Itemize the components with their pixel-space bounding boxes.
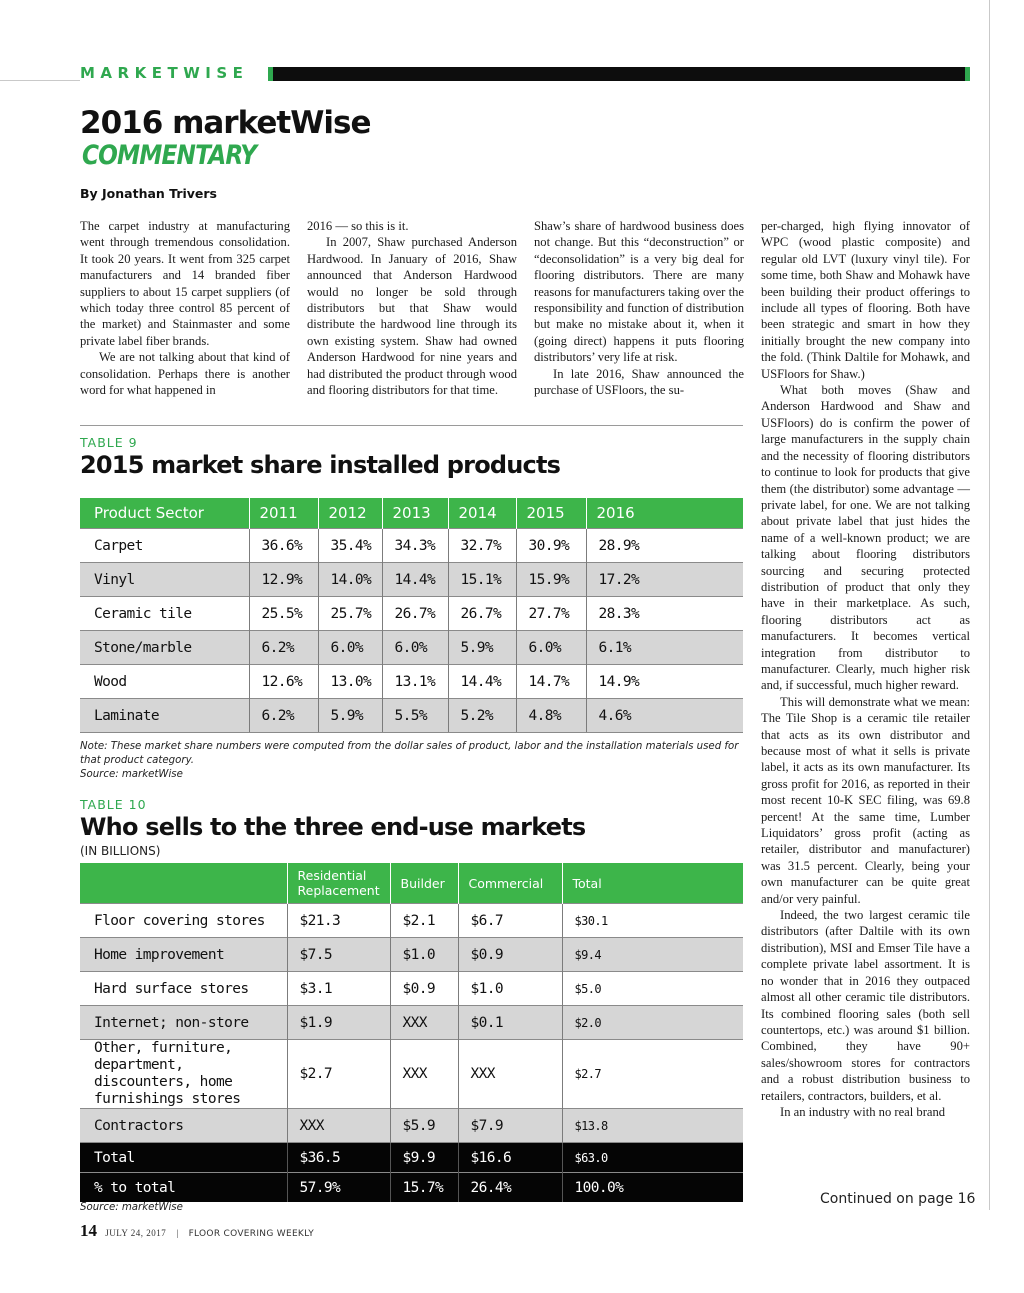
note-text: Note: These market share numbers were computed from the dollar sales of product, labor and the installation materials used for that product category. xyxy=(80,741,739,766)
table9-label: TABLE 9 xyxy=(80,435,138,450)
section-kicker xyxy=(80,64,970,82)
table-cell: 6.0% xyxy=(516,631,586,665)
table-row xyxy=(80,1040,743,1109)
byline: By Jonathan Trivers xyxy=(80,186,217,201)
row-label: Wood xyxy=(80,665,249,699)
table-row xyxy=(80,529,743,563)
table-row xyxy=(80,904,743,938)
column-header: Product Sector xyxy=(80,498,249,529)
table-cell: $9.9 xyxy=(390,1143,458,1173)
table-cell: 15.1% xyxy=(448,563,516,597)
column-header: Residential Replacement xyxy=(287,863,390,904)
table-cell: XXX xyxy=(390,1006,458,1040)
table-cell: 5.5% xyxy=(382,699,448,733)
paragraph: 2016 — so this is it. xyxy=(307,219,409,233)
table-cell: $16.6 xyxy=(458,1143,562,1173)
table-cell: 14.4% xyxy=(382,563,448,597)
page-top-rule xyxy=(0,80,80,81)
row-label: Laminate xyxy=(80,699,249,733)
table9-top-rule xyxy=(80,425,743,426)
percent-row xyxy=(80,1173,743,1203)
table-cell: $7.5 xyxy=(287,938,390,972)
table-cell: 26.7% xyxy=(448,597,516,631)
table-cell: $2.7 xyxy=(562,1040,743,1109)
table-row xyxy=(80,631,743,665)
table-cell: 100.0% xyxy=(562,1173,743,1203)
table-cell: $7.9 xyxy=(458,1109,562,1143)
footer-separator: | xyxy=(176,1228,179,1238)
paragraph: In an industry with no real brand xyxy=(780,1104,946,1119)
table-row xyxy=(80,597,743,631)
paragraph: In 2007, Shaw purchased Anderson Hardwood. In January of 2016, Shaw announced that Anderson Hardwood would no longer be sold through distributors but that Shaw would distribute the hardwood line through its own existing system. Shaw had owned Anderson Hardwood for nine years and had distributed the product through wood and flooring distributors for that time. xyxy=(307,235,517,398)
paragraph: The carpet industry at manufacturing went through tremendous consolidation. It took 20 years. It went from 325 carpet manufacturers and 14 branded fiber suppliers to about 15 carpet suppliers (of which today three control 85 percent of the market) and Stainmaster and some private label fiber brands. xyxy=(80,219,290,348)
table-cell: 35.4% xyxy=(318,529,382,563)
table-header-row xyxy=(80,863,743,904)
end-use-markets-table xyxy=(80,863,743,1202)
table-cell: $0.9 xyxy=(390,972,458,1006)
paragraph: We are not talking about that kind of consolidation. Perhaps there is another word for what happened in xyxy=(80,350,290,398)
table-cell: 6.2% xyxy=(249,699,318,733)
column-header: Commercial xyxy=(458,863,562,904)
table10-source: Source: marketWise xyxy=(80,1202,183,1213)
table-cell: 14.9% xyxy=(586,665,743,699)
row-label: Internet; non-store xyxy=(80,1006,287,1040)
row-label: Stone/marble xyxy=(80,631,249,665)
table-cell: $1.0 xyxy=(390,938,458,972)
table-cell: 6.0% xyxy=(382,631,448,665)
column-header: Builder xyxy=(390,863,458,904)
table-cell: 12.6% xyxy=(249,665,318,699)
column-header: 2011 xyxy=(249,498,318,529)
article-title: 2016 marketWise xyxy=(80,105,371,141)
table-row xyxy=(80,563,743,597)
table-cell: 14.4% xyxy=(448,665,516,699)
table-cell: 14.0% xyxy=(318,563,382,597)
table-cell: 6.0% xyxy=(318,631,382,665)
paragraph: In late 2016, Shaw announced the purchase of USFloors, the su- xyxy=(534,366,744,398)
column-header: 2013 xyxy=(382,498,448,529)
table-cell: XXX xyxy=(458,1040,562,1109)
table9-title: 2015 market share installed products xyxy=(80,451,561,479)
table-cell: 28.3% xyxy=(586,597,743,631)
table-cell: $63.0 xyxy=(562,1143,743,1173)
row-label: Total xyxy=(80,1143,287,1173)
table-cell: 13.1% xyxy=(382,665,448,699)
table-row xyxy=(80,938,743,972)
table-cell: $9.4 xyxy=(562,938,743,972)
row-label: Carpet xyxy=(80,529,249,563)
table-cell: 36.6% xyxy=(249,529,318,563)
table-row xyxy=(80,972,743,1006)
table-cell: $1.0 xyxy=(458,972,562,1006)
table-cell: 26.4% xyxy=(458,1173,562,1203)
table-cell: $2.1 xyxy=(390,904,458,938)
total-row xyxy=(80,1143,743,1173)
table-cell: $21.3 xyxy=(287,904,390,938)
column-header: 2012 xyxy=(318,498,382,529)
row-label: Home improvement xyxy=(80,938,287,972)
table-cell: 25.5% xyxy=(249,597,318,631)
column-header: 2015 xyxy=(516,498,586,529)
article-subtitle: COMMENTARY xyxy=(82,140,257,171)
table-row xyxy=(80,665,743,699)
row-label: Ceramic tile xyxy=(80,597,249,631)
article-column-4 xyxy=(761,218,970,1120)
table-cell: 57.9% xyxy=(287,1173,390,1203)
market-share-table xyxy=(80,498,743,733)
row-label: Hard surface stores xyxy=(80,972,287,1006)
table-cell: $0.9 xyxy=(458,938,562,972)
table10-label: TABLE 10 xyxy=(80,797,147,812)
column-header: Total xyxy=(562,863,743,904)
table-cell: $6.7 xyxy=(458,904,562,938)
page-number: 14 xyxy=(80,1221,97,1240)
table-cell: $5.0 xyxy=(562,972,743,1006)
table-cell: 4.8% xyxy=(516,699,586,733)
article-column-3 xyxy=(534,218,744,398)
continued-note: Continued on page 16 xyxy=(820,1191,976,1207)
table-cell: 4.6% xyxy=(586,699,743,733)
table-cell: 27.7% xyxy=(516,597,586,631)
table-cell: $0.1 xyxy=(458,1006,562,1040)
paragraph: This will demonstrate what we mean: The Tile Shop is a ceramic tile retailer that acts as its own distributor and because most of what it sells is private label, it acts as its own manufacturer. Its gross profit for 2016, as reported in their most recent 10-K SEC filing, was 69.8 percent! At the same time, Lumber Liquidators’ gross profit (acting as retailer, distributor and manufacturer) was 31.5 percent. Clearly, being your own manufacturer can be quite great and/or very painful. xyxy=(761,694,970,906)
paragraph: Indeed, the two largest ceramic tile distributors (after Daltile with its own distribution), MSI and Emser Tile have a complete private label assortment. It is no wonder that in 2016 they outpaced almost all other ceramic tile distributors. Its combined flooring sales (both sell countertops, etc.) was around $1 billion. Combined, they have 90+ sales/showroom stores for contractors and a robust distribution business to retailers, contractors, builders, et al. xyxy=(761,908,970,1103)
table-cell: $1.9 xyxy=(287,1006,390,1040)
kicker-bar xyxy=(268,67,970,81)
table-cell: 32.7% xyxy=(448,529,516,563)
table-cell: 5.2% xyxy=(448,699,516,733)
table-cell: 5.9% xyxy=(448,631,516,665)
row-label: Contractors xyxy=(80,1109,287,1143)
table-cell: 14.7% xyxy=(516,665,586,699)
table-cell: 13.0% xyxy=(318,665,382,699)
paragraph: Shaw’s share of hardwood business does not change. But this “deconstruction” or “deconsolidation” is a very big deal for flooring distributors. There are many reasons for manufacturers taking over the responsibility and function of distribution but make no mistake about it, when it (going direct) happens it puts flooring distributors’ very life at risk. xyxy=(534,219,744,365)
table9-note xyxy=(80,740,740,782)
table-cell: 5.9% xyxy=(318,699,382,733)
paragraph: per-charged, high flying innovator of WPC (wood plastic composite) and regular old LVT (luxury vinyl tile). For some time, both Shaw and Mohawk have been building their product offerings to include all types of flooring. Both have been strategic and smart in how they initially brought the new company into the fold. (Think Daltile for Mohawk, and USFloors for Shaw.) xyxy=(761,219,970,381)
table-cell: $3.1 xyxy=(287,972,390,1006)
table-cell: 28.9% xyxy=(586,529,743,563)
table-cell: $36.5 xyxy=(287,1143,390,1173)
publication-name: FLOOR COVERING WEEKLY xyxy=(188,1229,315,1239)
table-cell: 34.3% xyxy=(382,529,448,563)
column-header: 2014 xyxy=(448,498,516,529)
table-cell: 6.2% xyxy=(249,631,318,665)
page-footer xyxy=(80,1221,314,1241)
article-column-2 xyxy=(307,218,517,398)
table-cell: XXX xyxy=(390,1040,458,1109)
table10-title: Who sells to the three end-use markets xyxy=(80,813,586,841)
table-cell: 25.7% xyxy=(318,597,382,631)
page-right-rule xyxy=(989,0,990,1210)
table-cell: 12.9% xyxy=(249,563,318,597)
table-cell: 30.9% xyxy=(516,529,586,563)
article-column-1 xyxy=(80,218,290,398)
table-cell: $5.9 xyxy=(390,1109,458,1143)
column-header: 2016 xyxy=(586,498,743,529)
table-cell: 26.7% xyxy=(382,597,448,631)
table10-unit: (IN BILLIONS) xyxy=(80,844,161,858)
table-row xyxy=(80,699,743,733)
row-label: Vinyl xyxy=(80,563,249,597)
table-row xyxy=(80,1109,743,1143)
table-cell: XXX xyxy=(287,1109,390,1143)
table-cell: $30.1 xyxy=(562,904,743,938)
table-cell: 6.1% xyxy=(586,631,743,665)
table-cell: $13.8 xyxy=(562,1109,743,1143)
row-label: % to total xyxy=(80,1173,287,1203)
row-label: Floor covering stores xyxy=(80,904,287,938)
table-cell: 17.2% xyxy=(586,563,743,597)
table-cell: $2.7 xyxy=(287,1040,390,1109)
table-cell: 15.7% xyxy=(390,1173,458,1203)
table-row xyxy=(80,1006,743,1040)
issue-date: JULY 24, 2017 xyxy=(105,1228,167,1238)
source-text: Source: marketWise xyxy=(80,769,183,780)
table-header-row xyxy=(80,498,743,529)
column-header xyxy=(80,863,287,904)
kicker-text: MARKETWISE xyxy=(80,64,249,82)
table-cell: 15.9% xyxy=(516,563,586,597)
paragraph: What both moves (Shaw and Anderson Hardwood and Shaw and USFloors) do is confirm the power of large manufacturers in the supply chain and the necessity of flooring distributors to continue to look for products that give them (the distributor) some advantage — private label, for one. We are not talking about private label that just hides the name of a well-known product; we are talking about flooring distributors sourcing and securing protected distribution of product that only they have in their marketplace. As such, flooring distributors act as manufacturers. It becomes vertical integration from distributor to manufacturer. Clearly, much higher risk and, if successful, much higher reward. xyxy=(761,383,970,693)
row-label: Other, furniture, department, discounters, home furnishings stores xyxy=(80,1040,287,1109)
table-cell: $2.0 xyxy=(562,1006,743,1040)
